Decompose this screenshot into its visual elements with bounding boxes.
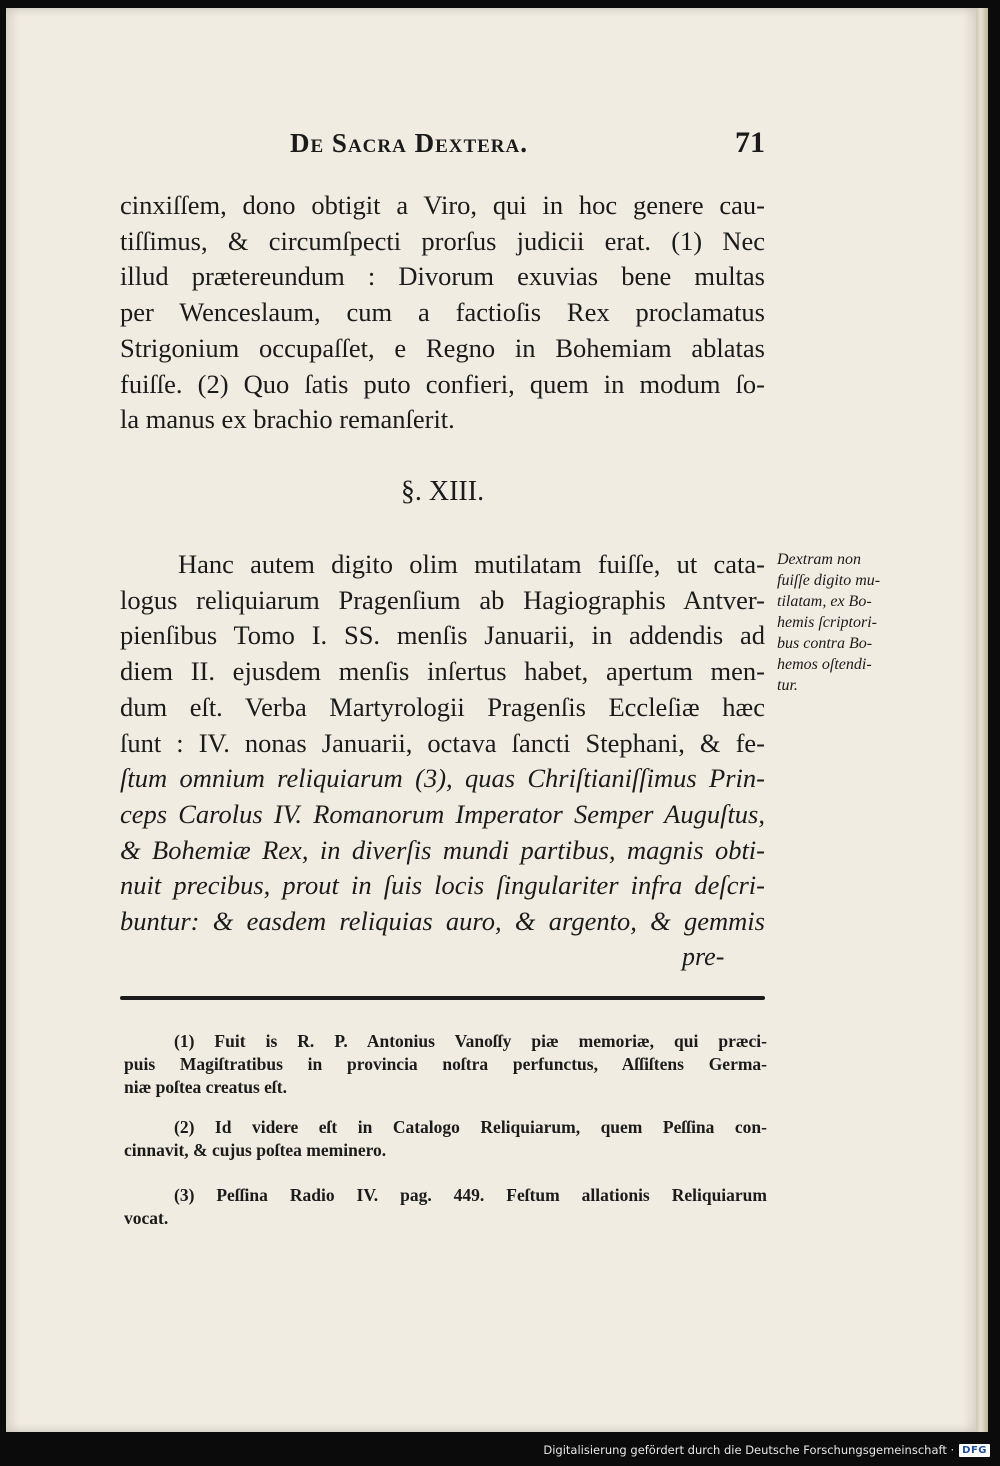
text-line: Hanc autem digito olim mutilatam fuiſſe, ut cata- bbox=[178, 549, 765, 579]
footnote-rule bbox=[120, 996, 765, 1000]
footnote-1 bbox=[124, 1030, 767, 1099]
text-line: nuit precibus, prout in ſuis locis ſingulariter infra deſcri- bbox=[120, 870, 765, 901]
margin-note-line: tilatam, ex Bo- bbox=[777, 593, 872, 610]
text-line: cinxiſſem, dono obtigit a Viro, qui in hoc genere cau- bbox=[120, 190, 765, 220]
text-line: la manus ex brachio remanſerit. bbox=[120, 404, 455, 435]
footnote-line: (2) Id videre eſt in Catalogo Reliquiarum, quem Peſſina con- bbox=[174, 1117, 767, 1137]
text-line: logus reliquiarum Pragenſium ab Hagiographis Antver- bbox=[120, 584, 765, 615]
running-title: De Sacra Dextera. bbox=[290, 128, 529, 158]
footer-credit: Digitalisierung gefördert durch die Deutsche Forschungsgemeinschaft · bbox=[543, 1443, 955, 1457]
text-line: ſtum omnium reliquiarum (3), quas Chriſtianiſſimus Prin- bbox=[120, 763, 765, 794]
text-line: dum eſt. Verba Martyrologii Pragenſis Eccleſiæ hæc bbox=[120, 691, 765, 722]
text-line: Strigonium occupaſſet, e Regno in Bohemiam ablatas bbox=[120, 332, 765, 363]
running-header bbox=[290, 128, 765, 168]
paragraph-2 bbox=[120, 547, 765, 940]
footnote-line: niæ poſtea creatus eſt. bbox=[124, 1077, 287, 1097]
text-line: ſunt : IV. nonas Januarii, octava ſancti Stephani, & fe- bbox=[120, 727, 765, 758]
margin-note bbox=[777, 549, 922, 696]
margin-note-line: Dextram non bbox=[777, 551, 861, 568]
footnote-line: cinnavit, & cujus poſtea meminero. bbox=[124, 1140, 387, 1160]
footnote-line: (3) Peſſina Radio IV. pag. 449. Feſtum allationis Reliquiarum bbox=[174, 1185, 767, 1205]
text-line: diem II. ejusdem menſis inſertus habet, apertum men- bbox=[120, 656, 765, 687]
text-line: tiſſimus, & circumſpecti prorſus judicii erat. (1) Nec bbox=[120, 225, 765, 256]
footnote-line: vocat. bbox=[124, 1208, 169, 1228]
margin-note-line: bus contra Bo- bbox=[777, 635, 873, 652]
text-line: & Bohemiæ Rex, in diverſis mundi partibus, magnis obti- bbox=[120, 834, 765, 865]
footnote-line: (1) Fuit is R. P. Antonius Vanoſſy piæ memoriæ, qui præci- bbox=[174, 1031, 767, 1051]
text-line: buntur: & easdem reliquias auro, & argento, & gemmis bbox=[120, 906, 765, 937]
margin-note-line: tur. bbox=[777, 677, 798, 694]
text-line: pienſibus Tomo I. SS. menſis Januarii, in addendis ad bbox=[120, 620, 765, 651]
footnote-3 bbox=[124, 1184, 767, 1230]
margin-note-line: hemos oſtendi- bbox=[777, 656, 872, 673]
catchword: pre- bbox=[682, 942, 725, 971]
footnote-2 bbox=[124, 1116, 767, 1162]
margin-note-line: fuiſſe digito mu- bbox=[777, 572, 881, 589]
page-number: 71 bbox=[735, 126, 765, 159]
text-line: fuiſſe. (2) Quo ſatis puto confieri, quem in modum ſo- bbox=[120, 368, 765, 399]
page-edge bbox=[976, 8, 988, 1432]
margin-note-line: hemis ſcriptori- bbox=[777, 614, 877, 631]
text-line: per Wenceslaum, cum a factioſis Rex proclamatus bbox=[120, 297, 765, 328]
dfg-logo-icon: DFG bbox=[959, 1444, 990, 1457]
text-line: illud prætereundum : Divorum exuvias bene multas bbox=[120, 261, 765, 292]
paragraph-1 bbox=[120, 188, 765, 438]
section-heading: §. XIII. bbox=[400, 476, 485, 507]
digitization-footer bbox=[543, 1439, 990, 1461]
footnote-line: puis Magiſtratibus in provincia noſtra perfunctus, Aſſiſtens Germa- bbox=[124, 1054, 767, 1074]
text-line: ceps Carolus IV. Romanorum Imperator Semper Auguſtus, bbox=[120, 798, 765, 829]
